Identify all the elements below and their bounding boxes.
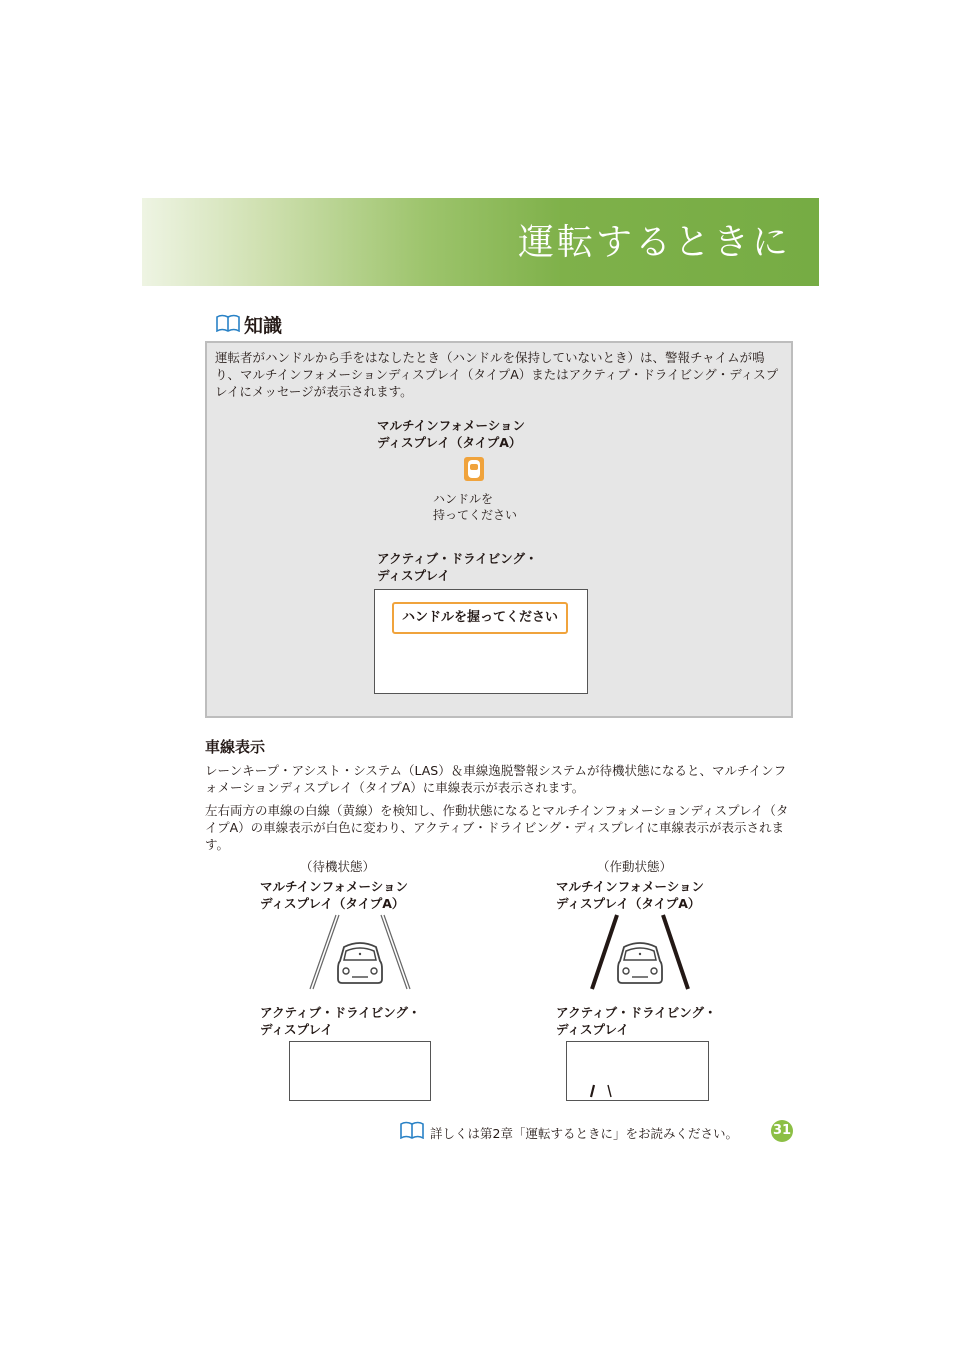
standby-lane-illustration <box>308 913 412 991</box>
active-mid-caption: マルチインフォメーション ディスプレイ（タイプA） <box>556 879 705 911</box>
active-lane-illustration <box>588 913 692 991</box>
note-text: 運転者がハンドルから手をはなしたとき（ハンドルを保持していないとき）は、警報チャイムが鳴り、マルチインフォメーションディスプレイ（タイプA）またはアクティブ・ドライビング・ディスプレイにメッセージが表示されます。 <box>215 350 779 399</box>
standby-ad-display <box>289 1041 431 1101</box>
ad-caption: アクティブ・ドライビング・ ディスプレイ <box>377 551 538 583</box>
section-title: 車線表示 <box>205 738 266 756</box>
knowledge-label: 知識 <box>244 315 283 337</box>
footer-reference-note: 詳しくは第2章「運転するときに」をお読みください。 <box>430 1126 738 1141</box>
page-number: 31 <box>771 1120 793 1142</box>
book-icon <box>400 1121 424 1139</box>
car-icon <box>338 943 382 983</box>
active-ad-lane-lines <box>586 1083 616 1099</box>
ad-warning-message: ハンドルを握ってください <box>392 602 568 634</box>
active-state-label: （作動状態） <box>597 859 673 874</box>
section-paragraph-1: レーンキープ・アシスト・システム（LAS）＆車線逸脱警報システムが待機状態になると、マルチインフォメーションディスプレイ（タイプA）に車線表示が表示されます。 <box>205 763 787 795</box>
standby-mid-caption: マルチインフォメーション ディスプレイ（タイプA） <box>260 879 409 911</box>
standby-ad-caption: アクティブ・ドライビング・ ディスプレイ <box>260 1005 421 1037</box>
car-icon <box>618 943 662 983</box>
book-icon <box>216 314 240 332</box>
standby-state-label: （待機状態） <box>300 859 376 874</box>
hands-off-icon <box>463 456 485 482</box>
chapter-banner <box>142 198 819 286</box>
active-ad-caption: アクティブ・ドライビング・ ディスプレイ <box>556 1005 717 1037</box>
section-paragraph-2: 左右両方の車線の白線（黄線）を検知し、作動状態になるとマルチインフォメーションディスプレイ（タイプA）の車線表示が白色に変わり、アクティブ・ドライビング・ディスプレイに車線表示が表示されます。 <box>205 803 789 852</box>
mid-message: ハンドルを 持ってください <box>433 492 518 522</box>
lane-line-icon <box>592 915 617 989</box>
mid-caption: マルチインフォメーション ディスプレイ（タイプA） <box>377 418 526 450</box>
chapter-title: 運転するときに <box>517 222 791 263</box>
lane-line-icon <box>310 915 336 989</box>
